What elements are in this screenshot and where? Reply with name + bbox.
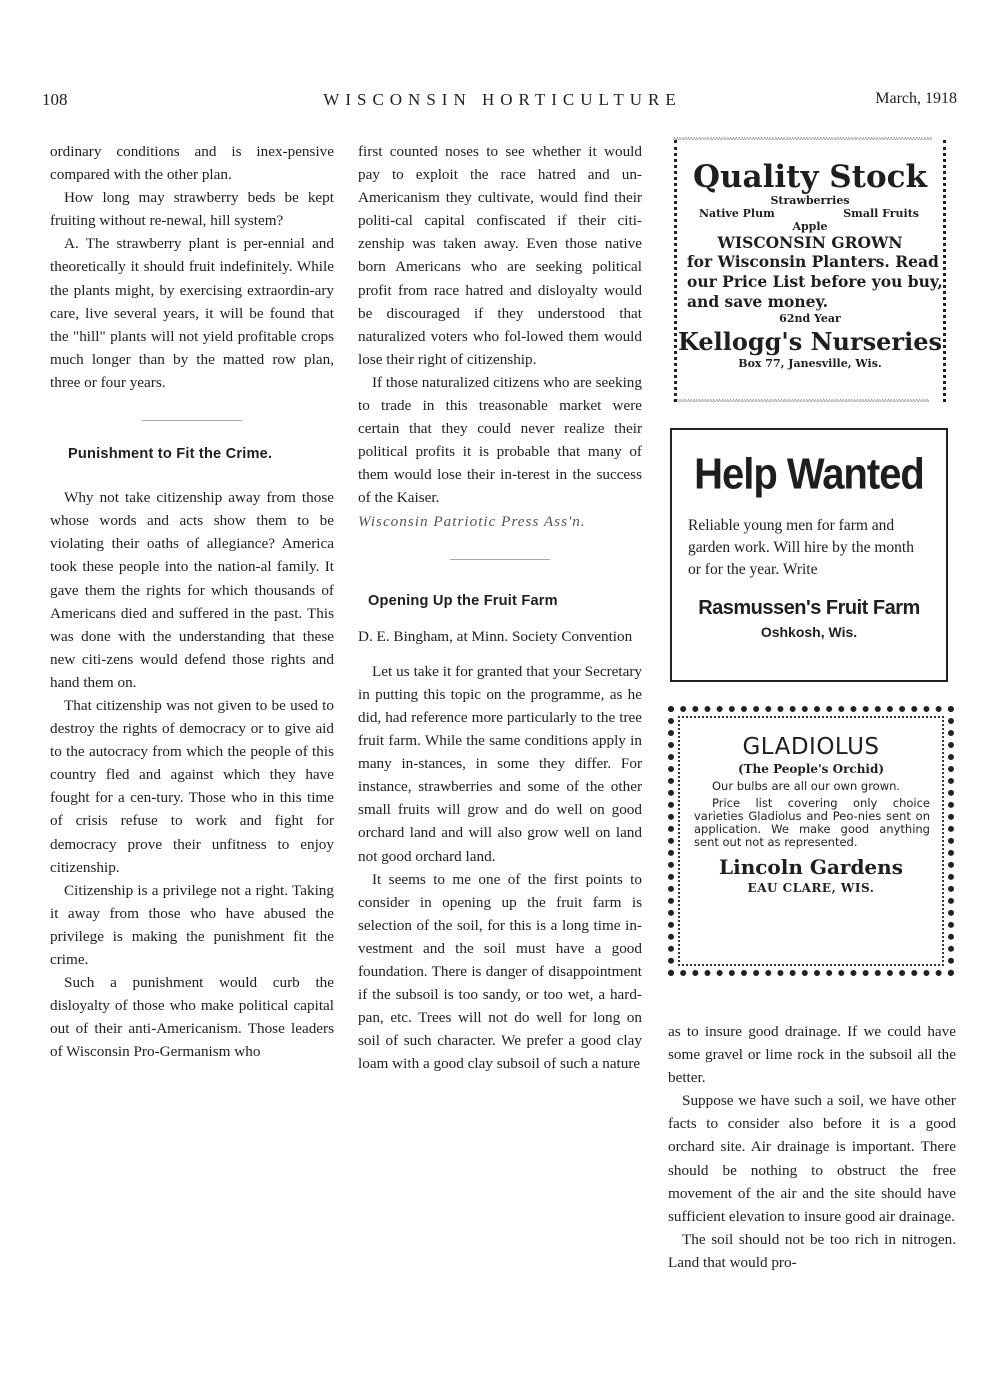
article-byline: D. E. Bingham, at Minn. Society Convention xyxy=(358,627,633,645)
ad-company: Rasmussen's Fruit Farm xyxy=(698,597,920,619)
ad-line: Native Plum xyxy=(699,207,775,220)
paragraph: A. The strawberry plant is per-ennial and theoretically it should fruit indefinitely. While the plants might, by exercising extraordin-ary care, live several years, it will be found that the "hill" plants will not yield profitable crops much longer than by the matted row plan, three or four years. xyxy=(50,235,334,391)
ad-body: Reliable young men for farm and garden work. Will hire by the month or for the year. Write xyxy=(688,517,914,578)
running-title: WISCONSIN HORTICULTURE xyxy=(323,90,682,109)
ad-address: Box 77, Janesville, Wis. xyxy=(738,357,882,370)
paragraph: Such a punishment would curb the disloyalty of those who make political capital out of their anti-Americanism. Those leaders of Wisconsin Pro-Germanism who xyxy=(50,974,334,1061)
ad-subtitle: (The People's Orchid) xyxy=(737,762,885,776)
ad-company: Kellogg's Nurseries xyxy=(678,327,942,356)
ad-title: Help Wanted xyxy=(694,449,924,499)
ad-quality-stock xyxy=(673,137,946,405)
paragraph: That citizenship was not given to be used to destroy the rights of democracy or to give aid to the autocracy from which the people of this country fled and against which they have fought for a cen-tury. Those who in this time of crisis refuse to work and fight for democracy prove their unfitness to enjoy citizenship. xyxy=(50,696,334,876)
section-divider xyxy=(142,420,242,421)
column-right xyxy=(668,1020,956,1274)
ad-location: EAU CLARE, WIS. xyxy=(747,881,875,895)
ad-line: WISCONSIN GROWN xyxy=(717,233,903,252)
ad-help-wanted xyxy=(670,428,948,682)
issue-date: March, 1918 xyxy=(875,90,957,107)
page-number: 108 xyxy=(42,90,68,109)
ad-title: Quality Stock xyxy=(692,159,928,195)
ad-gladiolus xyxy=(668,706,954,976)
border-decoration: ^^^^^^^^^^^^^^^^^^^^^^^^^^^^^^^^^^^^^^^^^^^^^^^^^^^^^^^^^^^^^^^^^^^^^^^^^^^^^^^^^^^^^^^^^^^ xyxy=(673,399,930,405)
column-left xyxy=(50,140,334,1063)
ad-inner-border xyxy=(678,716,944,966)
paragraph: ordinary conditions and is inex-pensive compared with the other plan. xyxy=(50,143,334,184)
ad-body: for Wisconsin Planters. Read our Price List before you buy, and save money. xyxy=(687,252,943,311)
paragraph: as to insure good drainage. If we could have some gravel or lime rock in the subsoil all the better. xyxy=(668,1023,956,1087)
paragraph: It seems to me one of the first points to consider in opening up the fruit farm is selection of the soil, for this is a long time in-vestment and the soil must have a good foundation. There is danger of disappointment if the subsoil is too sandy, or too wet, a hard-pan, etc. Trees will not do well for long on soil of such character. We prefer a good clay loam with a good clay subsoil of such a nature xyxy=(358,870,642,1073)
paragraph: If those naturalized citizens who are seeking to trade in this treasonable market were certain that they could never realize their political profits it is probable that many of them would lose their in-terest in the success of the Kaiser. xyxy=(358,373,642,507)
section-divider xyxy=(450,559,550,560)
ad-body: Our bulbs are all our own grown. xyxy=(712,779,901,793)
ad-line: Small Fruits xyxy=(843,207,919,220)
article-signature: Wisconsin Patriotic Press Ass'n. xyxy=(358,512,586,530)
article-heading: Opening Up the Fruit Farm xyxy=(368,592,558,609)
ad-body: Price list covering only choice varieties Gladiolus and Peo-nies sent on application. We make good anything sent out not as represented. xyxy=(694,796,930,849)
paragraph: Why not take citizenship away from those whose words and acts show them to be violating their oaths of allegiance? America took these people into the nation-al family. It gave them the rights for which thousands of Americans died and suffered in the past. This was done with the understanding that these new citi-zens would defend those rights and hand them on. xyxy=(50,489,334,691)
paragraph: How long may strawberry beds be kept fruiting without re-newal, hill system? xyxy=(50,189,334,230)
paragraph: Suppose we have such a soil, we have other facts to consider also before it is a good orchard site. Air drainage is important. There should be nothing to obstruct the free movement of the air and the site should have sufficient elevation to insure good air drainage. xyxy=(668,1092,956,1225)
border-decoration: ^^^^^^^^^^^^^^^^^^^^^^^^^^^^^^^^^^^^^^^^^^^^^^^^^^^^^^^^^^^^^^^^^^^^^^^^^^^^^^^^^^^^^^^^^^^^ xyxy=(673,137,933,143)
ad-line-row xyxy=(677,207,943,220)
ad-title: GLADIOLUS xyxy=(742,734,880,760)
paragraph: The soil should not be too rich in nitrogen. Land that would pro- xyxy=(668,1230,956,1271)
ad-location: Oshkosh, Wis. xyxy=(760,624,858,640)
paragraph: first counted noses to see whether it would pay to exploit the race hatred and un-Americanism they cultivate, would find their politi-cal capital confiscated if their citi-zenship was taken away. Even those native born Americans who are seeking political profit from race hatred and disloyalty would be discouraged if they understood that naturalized voters who fol-lowed them would lose their right of citizenship. xyxy=(358,143,642,368)
article-heading: Punishment to Fit the Crime. xyxy=(68,446,273,463)
ad-line: Apple xyxy=(792,220,828,233)
ad-line: Strawberries xyxy=(770,194,850,207)
ad-company: Lincoln Gardens xyxy=(719,855,903,879)
column-middle xyxy=(358,140,642,1075)
paragraph: Let us take it for granted that your Secretary in putting this topic on the programme, as he did, had reference more particularly to the tree fruit farm. While the same conditions apply in many in-stances, in some they differ. For instance, strawberries and some of the other small fruits will grow and do well on good orchard land and will also grow well on land not good orchard land. xyxy=(358,662,642,865)
ad-line: 62nd Year xyxy=(779,312,841,325)
paragraph: Citizenship is a privilege not a right. Taking it away from those who have abused the privilege is making the punishment fit the crime. xyxy=(50,881,334,968)
